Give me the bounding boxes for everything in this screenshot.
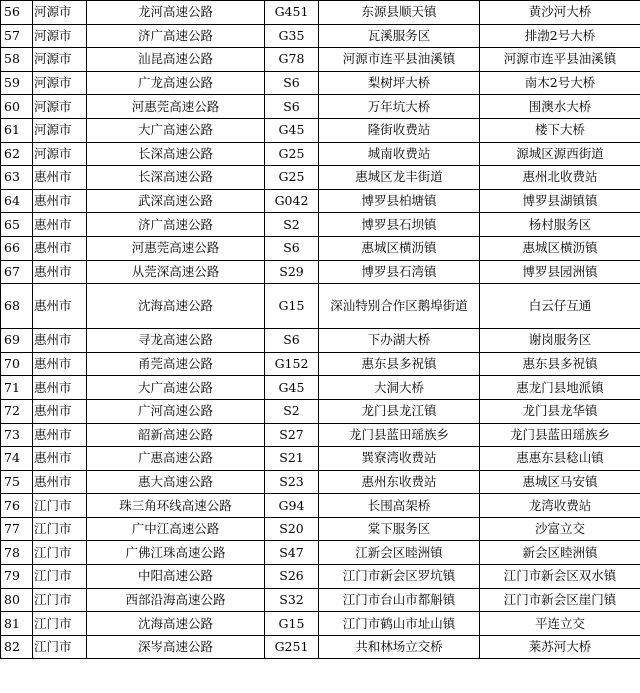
- end-point-cell: 杨村服务区: [480, 213, 640, 237]
- table-row: [1, 142, 640, 166]
- end-point-cell: 沙富立交: [480, 517, 640, 541]
- start-point-cell: 惠城区横沥镇: [319, 236, 480, 260]
- table-row: [1, 376, 640, 400]
- highway-name-cell: 沈海高速公路: [87, 284, 265, 329]
- end-point-cell: 河源市连平县油溪镇: [480, 48, 640, 72]
- table-row: [1, 494, 640, 518]
- highway-name-cell: 甬莞高速公路: [87, 352, 265, 376]
- start-point-cell: 隆街收费站: [319, 118, 480, 142]
- row-number: 77: [1, 517, 33, 541]
- highway-name-cell: 大广高速公路: [87, 118, 265, 142]
- row-number: 56: [1, 1, 33, 25]
- end-point-cell: 龙门县蓝田瑶族乡: [480, 423, 640, 447]
- end-point-cell: 江门市新会区崖门镇: [480, 588, 640, 612]
- row-number: 70: [1, 352, 33, 376]
- start-point-cell: 深汕特别合作区鹅埠街道: [319, 284, 480, 329]
- route-code-cell: S2: [265, 399, 319, 423]
- city-cell: 河源市: [33, 71, 87, 95]
- row-number: 58: [1, 48, 33, 72]
- end-point-cell: 楼下大桥: [480, 118, 640, 142]
- row-number: 57: [1, 24, 33, 48]
- highway-name-cell: 中阳高速公路: [87, 565, 265, 589]
- row-number: 81: [1, 612, 33, 636]
- start-point-cell: 下办湖大桥: [319, 329, 480, 353]
- end-point-cell: 排渤2号大桥: [480, 24, 640, 48]
- city-cell: 惠州市: [33, 352, 87, 376]
- table-row: [1, 189, 640, 213]
- table-row: [1, 95, 640, 119]
- highway-name-cell: 广河高速公路: [87, 399, 265, 423]
- city-cell: 惠州市: [33, 189, 87, 213]
- route-code-cell: S6: [265, 71, 319, 95]
- end-point-cell: 龙门县龙华镇: [480, 399, 640, 423]
- row-number: 62: [1, 142, 33, 166]
- table-row: [1, 71, 640, 95]
- highway-name-cell: 长深高速公路: [87, 142, 265, 166]
- table-row: [1, 565, 640, 589]
- table-row: [1, 213, 640, 237]
- start-point-cell: 博罗县石湾镇: [319, 260, 480, 284]
- city-cell: 惠州市: [33, 423, 87, 447]
- route-code-cell: S2: [265, 213, 319, 237]
- highway-name-cell: 韶新高速公路: [87, 423, 265, 447]
- end-point-cell: 惠龙门县地派镇: [480, 376, 640, 400]
- row-number: 64: [1, 189, 33, 213]
- city-cell: 江门市: [33, 588, 87, 612]
- highway-name-cell: 济广高速公路: [87, 213, 265, 237]
- start-point-cell: 河源市连平县油溪镇: [319, 48, 480, 72]
- table-row: [1, 24, 640, 48]
- table-row: [1, 399, 640, 423]
- city-cell: 江门市: [33, 517, 87, 541]
- city-cell: 惠州市: [33, 166, 87, 190]
- end-point-cell: 惠城区横沥镇: [480, 236, 640, 260]
- route-code-cell: S32: [265, 588, 319, 612]
- route-code-cell: G152: [265, 352, 319, 376]
- start-point-cell: 城南收费站: [319, 142, 480, 166]
- start-point-cell: 梨树坪大桥: [319, 71, 480, 95]
- row-number: 78: [1, 541, 33, 565]
- table-row: [1, 284, 640, 329]
- end-point-cell: 龙湾收费站: [480, 494, 640, 518]
- city-cell: 河源市: [33, 1, 87, 25]
- row-number: 66: [1, 236, 33, 260]
- row-number: 60: [1, 95, 33, 119]
- end-point-cell: 惠城区马安镇: [480, 470, 640, 494]
- row-number: 59: [1, 71, 33, 95]
- table-row: [1, 166, 640, 190]
- route-code-cell: S21: [265, 447, 319, 471]
- end-point-cell: 博罗县园洲镇: [480, 260, 640, 284]
- end-point-cell: 白云仔互通: [480, 284, 640, 329]
- route-code-cell: S6: [265, 95, 319, 119]
- row-number: 63: [1, 166, 33, 190]
- table-row: [1, 612, 640, 636]
- end-point-cell: 围澳水大桥: [480, 95, 640, 119]
- city-cell: 惠州市: [33, 260, 87, 284]
- row-number: 69: [1, 329, 33, 353]
- start-point-cell: 江门市台山市都斛镇: [319, 588, 480, 612]
- city-cell: 惠州市: [33, 470, 87, 494]
- city-cell: 惠州市: [33, 399, 87, 423]
- start-point-cell: 惠东县多祝镇: [319, 352, 480, 376]
- start-point-cell: 龙门县龙江镇: [319, 399, 480, 423]
- route-code-cell: G45: [265, 376, 319, 400]
- start-point-cell: 博罗县石坝镇: [319, 213, 480, 237]
- start-point-cell: 巽寮湾收费站: [319, 447, 480, 471]
- table-row: [1, 423, 640, 447]
- city-cell: 江门市: [33, 541, 87, 565]
- highway-name-cell: 广中江高速公路: [87, 517, 265, 541]
- end-point-cell: 莱苏河大桥: [480, 635, 640, 659]
- row-number: 75: [1, 470, 33, 494]
- highway-name-cell: 大广高速公路: [87, 376, 265, 400]
- table-row: [1, 352, 640, 376]
- start-point-cell: 长围高架桥: [319, 494, 480, 518]
- highway-name-cell: 龙河高速公路: [87, 1, 265, 25]
- end-point-cell: 惠州北收费站: [480, 166, 640, 190]
- highway-name-cell: 广惠高速公路: [87, 447, 265, 471]
- city-cell: 河源市: [33, 48, 87, 72]
- start-point-cell: 东源县顺天镇: [319, 1, 480, 25]
- route-code-cell: S26: [265, 565, 319, 589]
- start-point-cell: 共和林场立交桥: [319, 635, 480, 659]
- end-point-cell: 谢岗服务区: [480, 329, 640, 353]
- highway-name-cell: 武深高速公路: [87, 189, 265, 213]
- table-row: [1, 260, 640, 284]
- row-number: 72: [1, 399, 33, 423]
- row-number: 71: [1, 376, 33, 400]
- end-point-cell: 江门市新会区双水镇: [480, 565, 640, 589]
- route-code-cell: S6: [265, 329, 319, 353]
- highway-name-cell: 西部沿海高速公路: [87, 588, 265, 612]
- row-number: 74: [1, 447, 33, 471]
- route-code-cell: S23: [265, 470, 319, 494]
- highway-name-cell: 长深高速公路: [87, 166, 265, 190]
- city-cell: 河源市: [33, 24, 87, 48]
- row-number: 73: [1, 423, 33, 447]
- route-code-cell: S6: [265, 236, 319, 260]
- start-point-cell: 龙门县蓝田瑶族乡: [319, 423, 480, 447]
- start-point-cell: 江门市鹤山市址山镇: [319, 612, 480, 636]
- table-row: [1, 447, 640, 471]
- route-code-cell: S29: [265, 260, 319, 284]
- route-code-cell: S27: [265, 423, 319, 447]
- end-point-cell: 南木2号大桥: [480, 71, 640, 95]
- highway-name-cell: 沈海高速公路: [87, 612, 265, 636]
- route-code-cell: G451: [265, 1, 319, 25]
- end-point-cell: 平连立交: [480, 612, 640, 636]
- city-cell: 惠州市: [33, 213, 87, 237]
- end-point-cell: 惠东县多祝镇: [480, 352, 640, 376]
- start-point-cell: 棠下服务区: [319, 517, 480, 541]
- route-code-cell: G251: [265, 635, 319, 659]
- table-body: [1, 1, 640, 659]
- city-cell: 江门市: [33, 635, 87, 659]
- start-point-cell: 惠城区龙丰街道: [319, 166, 480, 190]
- route-code-cell: G042: [265, 189, 319, 213]
- end-point-cell: 惠惠东县稔山镇: [480, 447, 640, 471]
- route-code-cell: G94: [265, 494, 319, 518]
- start-point-cell: 惠州东收费站: [319, 470, 480, 494]
- table-row: [1, 48, 640, 72]
- start-point-cell: 江新会区睦洲镇: [319, 541, 480, 565]
- route-code-cell: G15: [265, 612, 319, 636]
- route-code-cell: G15: [265, 284, 319, 329]
- row-number: 80: [1, 588, 33, 612]
- highway-name-cell: 济广高速公路: [87, 24, 265, 48]
- highway-name-cell: 广佛江珠高速公路: [87, 541, 265, 565]
- table-row: [1, 517, 640, 541]
- end-point-cell: 博罗县湖镇镇: [480, 189, 640, 213]
- table-row: [1, 329, 640, 353]
- route-code-cell: G78: [265, 48, 319, 72]
- city-cell: 惠州市: [33, 447, 87, 471]
- row-number: 76: [1, 494, 33, 518]
- end-point-cell: 新会区睦洲镇: [480, 541, 640, 565]
- city-cell: 江门市: [33, 565, 87, 589]
- city-cell: 惠州市: [33, 284, 87, 329]
- highway-name-cell: 惠大高速公路: [87, 470, 265, 494]
- highway-name-cell: 河惠莞高速公路: [87, 95, 265, 119]
- city-cell: 惠州市: [33, 329, 87, 353]
- table-row: [1, 118, 640, 142]
- city-cell: 惠州市: [33, 376, 87, 400]
- city-cell: 河源市: [33, 118, 87, 142]
- city-cell: 惠州市: [33, 236, 87, 260]
- start-point-cell: 万年坑大桥: [319, 95, 480, 119]
- highway-name-cell: 珠三角环线高速公路: [87, 494, 265, 518]
- end-point-cell: 黄沙河大桥: [480, 1, 640, 25]
- table-row: [1, 236, 640, 260]
- start-point-cell: 博罗县柏塘镇: [319, 189, 480, 213]
- highway-name-cell: 汕昆高速公路: [87, 48, 265, 72]
- city-cell: 江门市: [33, 612, 87, 636]
- highway-name-cell: 河惠莞高速公路: [87, 236, 265, 260]
- route-code-cell: S20: [265, 517, 319, 541]
- start-point-cell: 大洞大桥: [319, 376, 480, 400]
- highway-name-cell: 寻龙高速公路: [87, 329, 265, 353]
- table-row: [1, 1, 640, 25]
- row-number: 65: [1, 213, 33, 237]
- table-row: [1, 541, 640, 565]
- route-code-cell: S47: [265, 541, 319, 565]
- row-number: 68: [1, 284, 33, 329]
- highway-name-cell: 从莞深高速公路: [87, 260, 265, 284]
- route-code-cell: G25: [265, 166, 319, 190]
- end-point-cell: 源城区源西街道: [480, 142, 640, 166]
- start-point-cell: 江门市新会区罗坑镇: [319, 565, 480, 589]
- highway-name-cell: 深岑高速公路: [87, 635, 265, 659]
- row-number: 82: [1, 635, 33, 659]
- route-code-cell: G25: [265, 142, 319, 166]
- city-cell: 江门市: [33, 494, 87, 518]
- route-code-cell: G35: [265, 24, 319, 48]
- row-number: 67: [1, 260, 33, 284]
- city-cell: 河源市: [33, 142, 87, 166]
- table-row: [1, 635, 640, 659]
- start-point-cell: 瓦溪服务区: [319, 24, 480, 48]
- row-number: 79: [1, 565, 33, 589]
- route-code-cell: G45: [265, 118, 319, 142]
- highway-name-cell: 广龙高速公路: [87, 71, 265, 95]
- row-number: 61: [1, 118, 33, 142]
- table-row: [1, 588, 640, 612]
- table-row: [1, 470, 640, 494]
- city-cell: 河源市: [33, 95, 87, 119]
